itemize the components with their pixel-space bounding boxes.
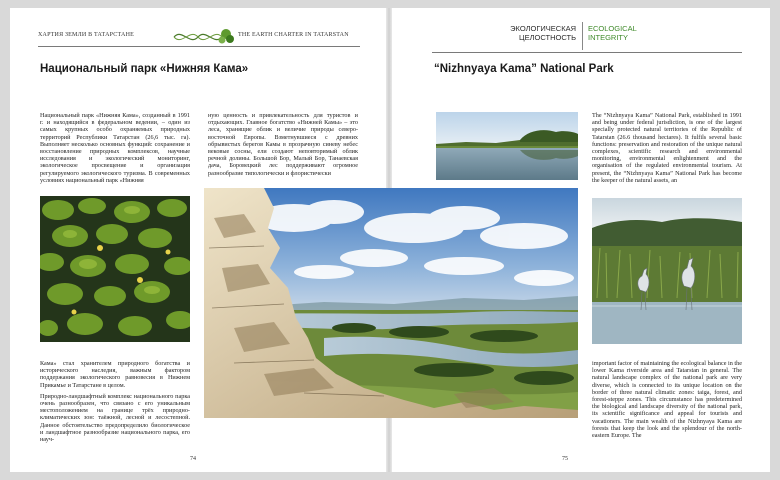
earth-charter-logo	[172, 26, 234, 48]
body-column-bottom	[592, 360, 742, 443]
body-column-1-bottom	[40, 360, 190, 447]
section-label-en	[588, 24, 658, 42]
paragraph: Природно-ландшафтный комплекс национального парка очень разнообразен, что связано с его уникальным местоположением на границе трёх природно-климатических зон: таёжной, лесной и лесостепной. Данное обстоятельство предопределило биологическое и ландшафтное разнообразие национального парка, его науч-	[40, 392, 190, 444]
paragraph: important factor of maintaining the ecological balance in the lower Kama riverside area and Tatarstan in general. The natural landscape complex of the national park are very diverse, which is connected to its unique location on the border of three natural climatic zones: taiga, forest, and forest-steppe zones. This circumstance has predetermined the biological and landscape diversity of the national park, its scientific significance and appeal for tourists and vacationers. The main wealth of the Nizhnyaya Kama are forests that keep the look and the splendour of the north-eastern Europe. The	[592, 360, 742, 440]
section-divider	[582, 22, 583, 50]
page-title-en: “Nizhnyaya Kama” National Park	[434, 63, 614, 75]
herons-in-reeds-photo	[592, 198, 742, 344]
running-header-ru: ХАРТИЯ ЗЕМЛИ В ТАТАРСТАНЕ	[38, 32, 134, 38]
page-number: 75	[562, 456, 568, 462]
section-label-ru	[480, 24, 576, 42]
header-rule	[38, 46, 360, 47]
paragraph: The “Nizhnyaya Kama” National Park, established in 1991 and being under federal jurisdiction, is one of the largest specially protected natural territories of the Republic of Tatarstan (26.6 thousand hectares). It fulfils several basic functions: preservation and restoration of the unique natural complexes, scientific research and environmental monitoring, environmental enlightenment and the organisation of the regulated environmental tourism. At present, the “Nizhnyaya Kama” National Park has become the keeper of the natural assets, an	[592, 112, 742, 184]
body-column-top	[592, 112, 742, 188]
lily-pads-photo	[40, 196, 190, 342]
paragraph: ную ценность и привлекательность для туристов и отдыхающих. Главное богатство «Нижней Камы» – это леса, хранящие облик и величие природы северо-восточной Европы. Взметнувшиеся с древних обрывистых берегов Камы в прозрачную синеву небес вековые сосны, ели создают неповторимый облик речной долины. Большой Бор, Малый Бор, Танаевская дача, Боровецкий лес поддерживают огромное разнообразие типологически и флористически	[208, 112, 358, 177]
section-label-en-text: ECOLOGICAL INTEGRITY	[588, 24, 637, 42]
paragraph: Кама» стал хранителем природного богатства и исторического наследия, важным фактором поддержания экологического равновесия в Нижнем Прикамье и Татарстане в целом.	[40, 360, 190, 389]
body-column-1-top	[40, 112, 190, 188]
page-number: 74	[190, 456, 196, 462]
river-reflection-photo	[436, 112, 578, 180]
header-rule	[432, 52, 742, 53]
body-column-2-top	[208, 112, 358, 181]
page-title-ru: Национальный парк «Нижняя Кама»	[40, 63, 249, 75]
running-header-en: THE EARTH CHARTER IN TATARSTAN	[238, 32, 349, 38]
section-label-ru-text: ЭКОЛОГИЧЕСКАЯ ЦЕЛОСТНОСТЬ	[510, 24, 576, 42]
paragraph: Национальный парк «Нижняя Кама», созданный в 1991 г. и находящийся в федеральном ведении, – один из самых крупных особо охраняемых природных территорий Республики Татарстан (26,6 тыс. га). Выполняет несколько основных функций: сохранение и восстановление природных комплексов, научные исследования и экологический мониторинг, экологическое просвещение и организация регулируемого экологического туризма. В современных условиях национальный парк «Нижняя	[40, 112, 190, 184]
river-valley-panorama	[204, 188, 578, 418]
